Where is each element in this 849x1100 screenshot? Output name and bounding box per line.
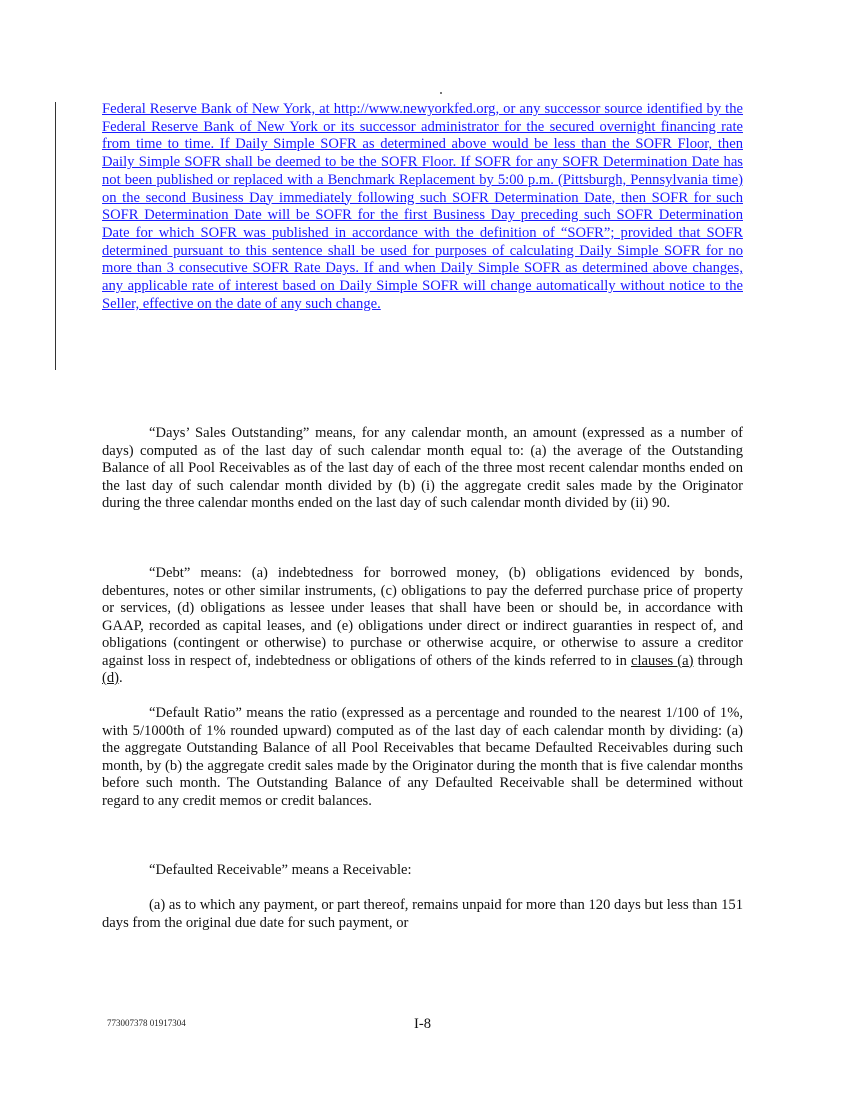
clause-a-reference: clauses (a) [631, 652, 694, 669]
defaulted-receivable-definition: “Defaulted Receivable” means a Receivable: [149, 862, 412, 878]
debt-definition [102, 565, 743, 688]
debt-definition-text: “Debt” means: (a) indebtedness for borrowed money, (b) obligations evidenced by bonds, debentures, notes or other similar instruments, (c) obligations to pay the deferred purchase price of property or services, (d) obligations as lessee under leases that shall have been or should be, in accordance with GAAP, recorded as capital leases, and (e) obligations under direct or indirect guaranties in respect of, and obligations (contingent or otherwise) to purchase or otherwise acquire, or otherwise to assure a creditor against loss in respect of, indebtedness or obligations of others of the kinds referred to in [102, 565, 743, 669]
page-mark [440, 92, 442, 94]
days-sales-outstanding-definition: “Days’ Sales Outstanding” means, for any calendar month, an amount (expressed as a number of days) computed as of the last day of such calendar month equal to: (a) the average of the Outstanding Balance of all Pool Receivables as of the last day of each of the three most recent calendar months ended on the last day of such calendar month divided by (b) (i) the aggregate credit sales made by the Originator during the three calendar months ended on the last day of such calendar month divided by (ii) 90. [102, 425, 743, 511]
debt-end-text: . [119, 670, 123, 686]
document-id: 773007378 01917304 [107, 1018, 186, 1028]
revision-change-bar [55, 102, 56, 370]
page-number: I-8 [414, 1016, 432, 1032]
default-ratio-definition: “Default Ratio” means the ratio (expressed as a percentage and rounded to the nearest 1/100 of 1%, with 5/1000th of 1% rounded upward) computed as of the last day of each calendar month by dividing: (a) the aggregate Outstanding Balance of all Pool Receivables that became Defaulted Receivables during such month, by (b) the aggregate credit sales made by the Originator during the month that is five calendar months before such month. The Outstanding Balance of any Defaulted Receivable shall be determined without regard to any credit memos or credit balances. [102, 705, 743, 809]
defaulted-receivable-clause-a: (a) as to which any payment, or part thereof, remains unpaid for more than 120 days but less than 151 days from the original due date for such payment, or [102, 897, 743, 931]
through-text: through [693, 652, 743, 669]
inserted-sofr-paragraph: Federal Reserve Bank of New York, at http://www.newyorkfed.org, or any successor source identified by the Federal Reserve Bank of New York or its successor administrator for the secured overnight financing rate from time to time. If Daily Simple SOFR as determined above would be less than the SOFR Floor, then Daily Simple SOFR shall be deemed to be the SOFR Floor. If SOFR for any SOFR Determination Date has not been published or replaced with a Benchmark Replacement by 5:00 p.m. (Pittsburgh, Pennsylvania time) on the second Business Day immediately following such SOFR Determination Date, then SOFR for such SOFR Determination Date will be SOFR for the first Business Day preceding such SOFR Determination Date for which SOFR was published in accordance with the definition of “SOFR”; provided that SOFR determined pursuant to this sentence shall be used for purposes of calculating Daily Simple SOFR for no more than 3 consecutive SOFR Rate Days. If and when Daily Simple SOFR as determined above changes, any applicable rate of interest based on Daily Simple SOFR will change automatically without notice to the Seller, effective on the date of any such change. [102, 101, 743, 312]
clause-d-reference: (d) [102, 670, 120, 686]
